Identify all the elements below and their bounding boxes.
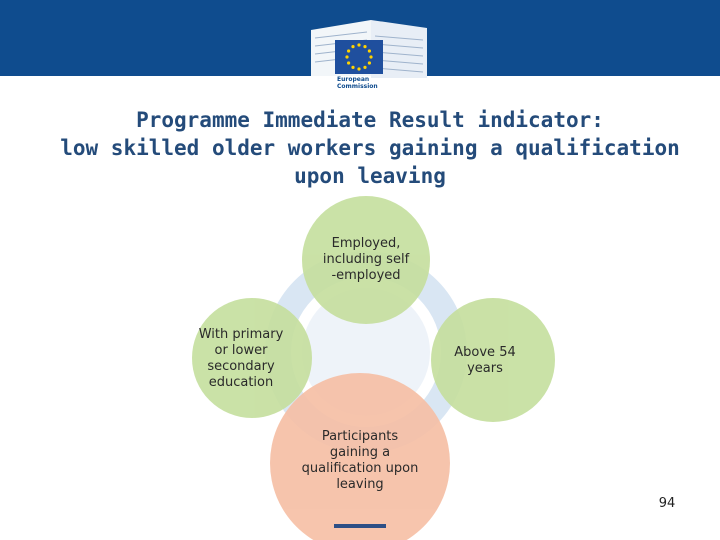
- node-label-right: Above 54 years: [454, 345, 516, 376]
- logo-text: European Commission: [337, 76, 378, 90]
- bottom-accent: [334, 524, 386, 528]
- node-label-top: Employed, including self -employed: [322, 236, 410, 283]
- page-title: Programme Immediate Result indicator: low skilled older workers gaining a qualification upon leaving: [60, 108, 680, 188]
- node-label-left: With primary or lower secondary education: [198, 327, 284, 390]
- node-label-bottom: Participants gaining a qualification upon leaving: [301, 429, 419, 492]
- page-number: 94: [658, 496, 676, 511]
